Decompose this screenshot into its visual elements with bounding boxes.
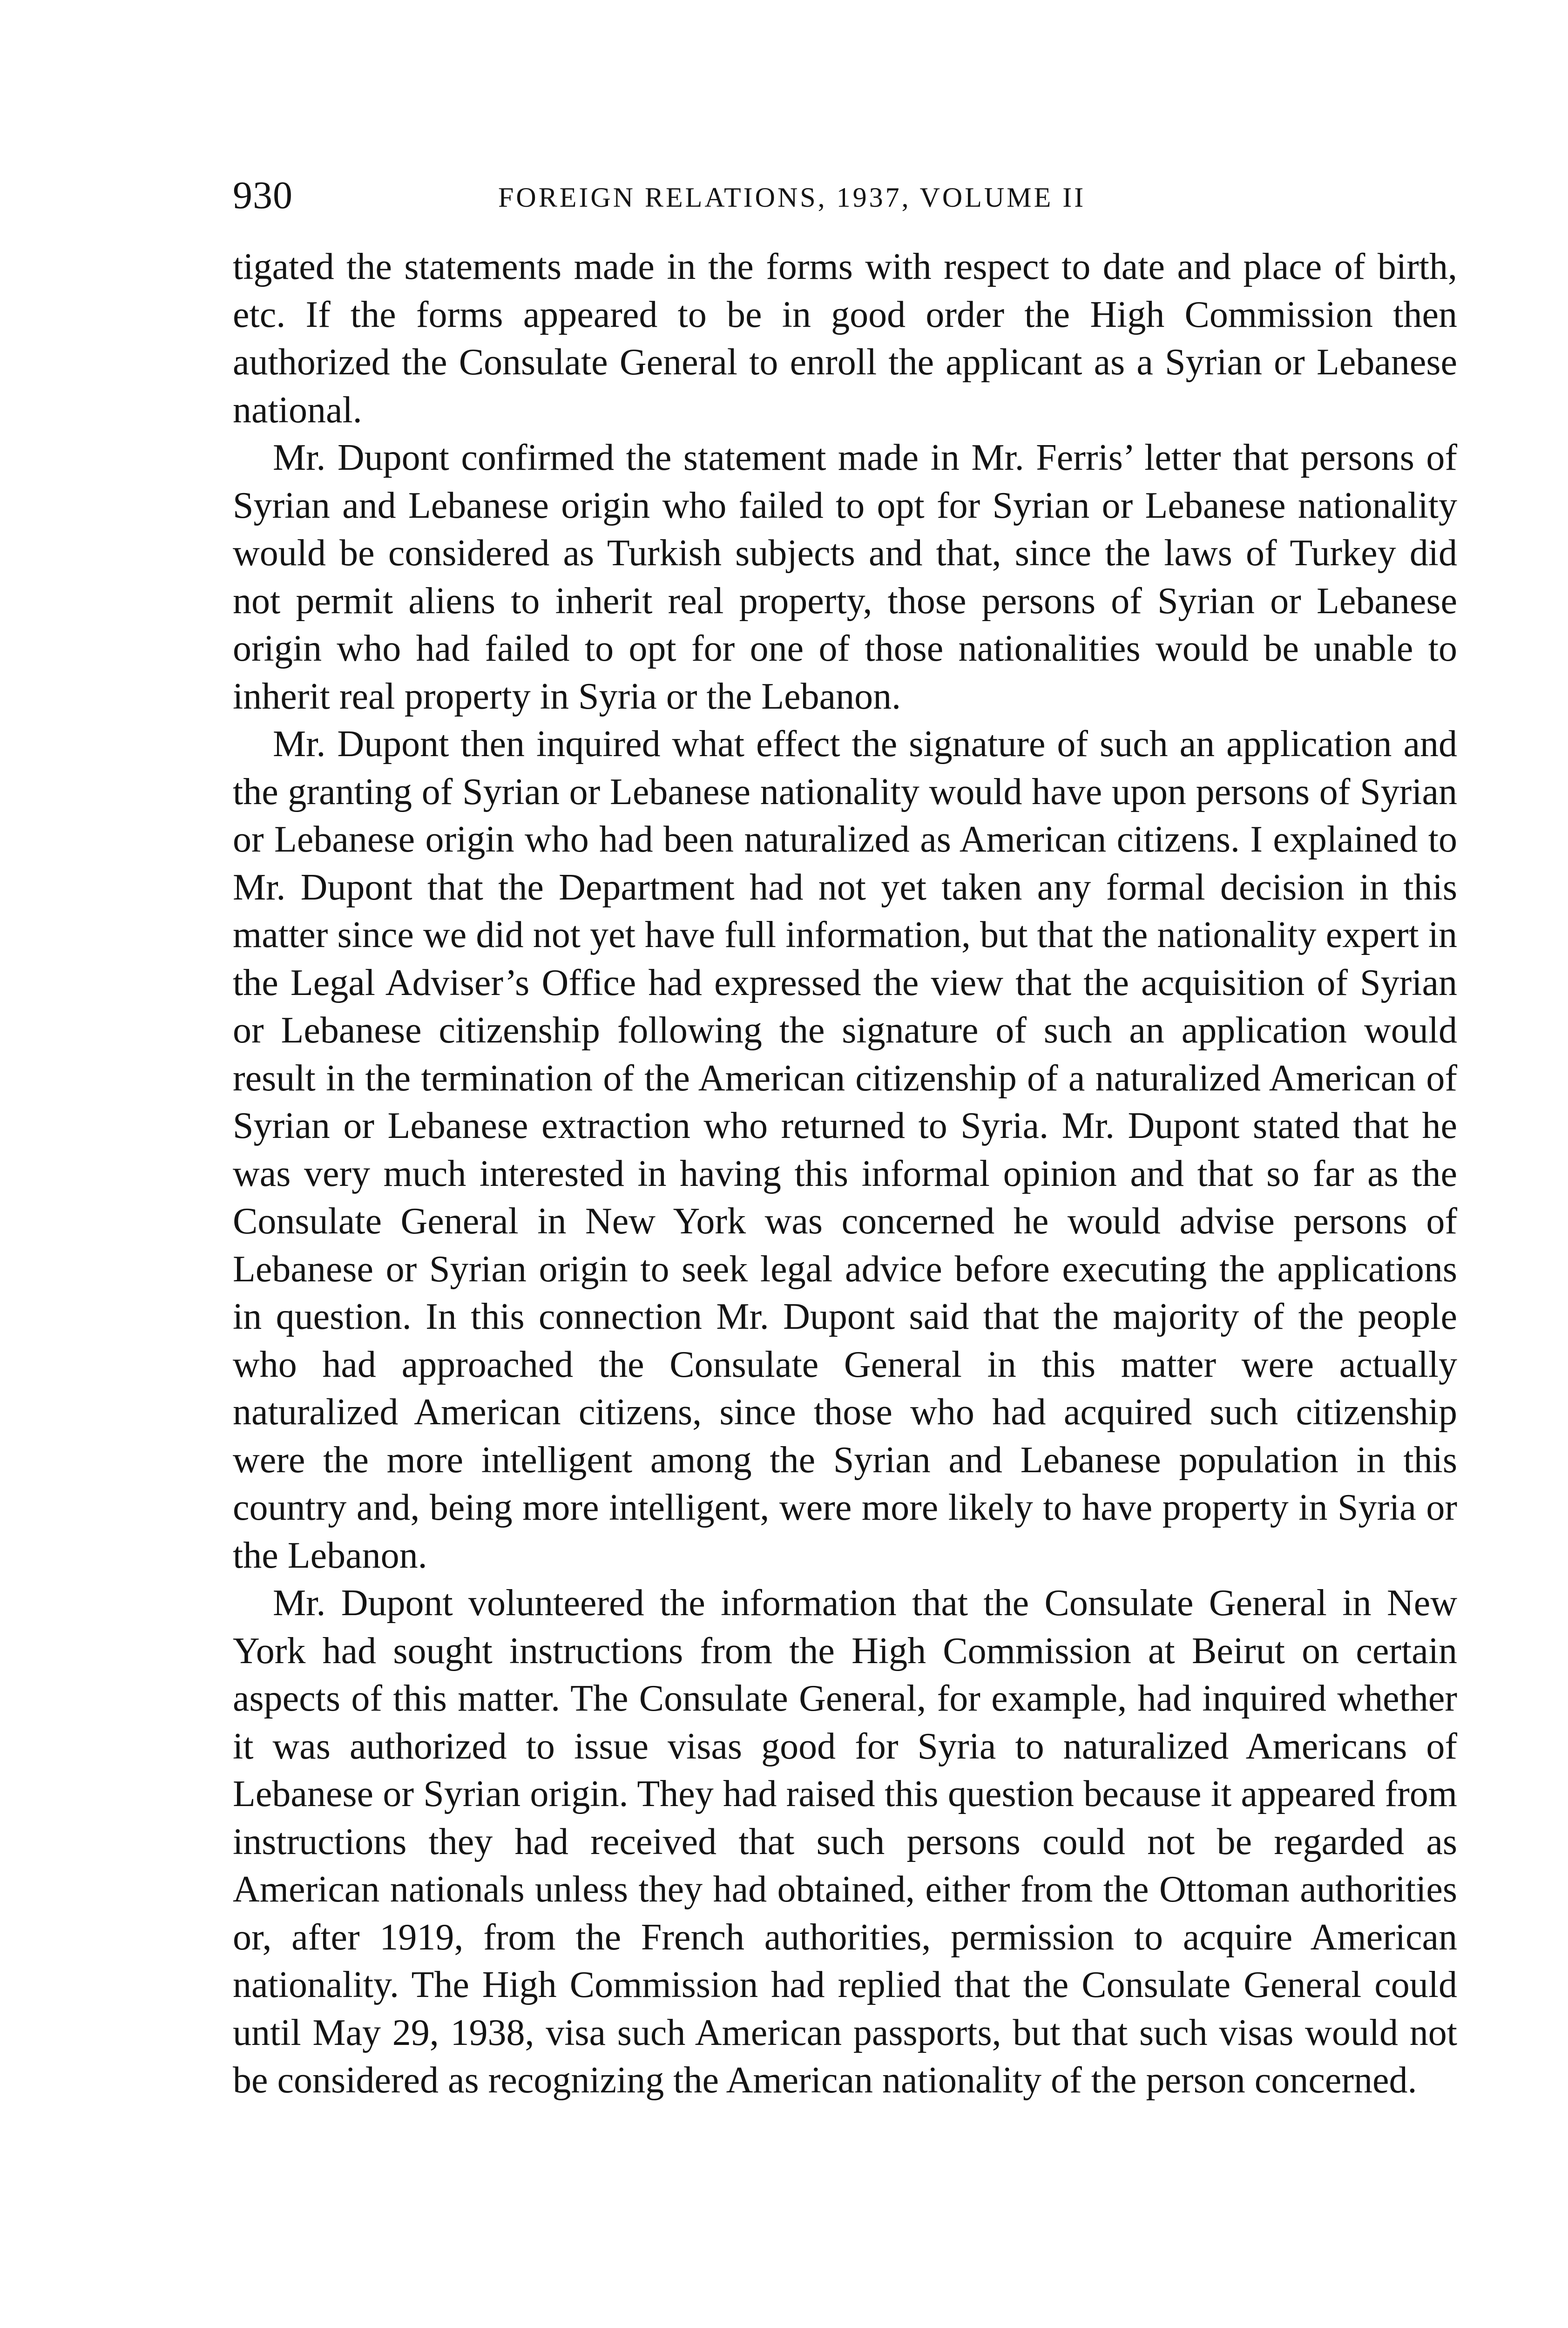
- page-number: 930: [233, 174, 293, 217]
- body-text: [233, 243, 1457, 2105]
- paragraph: Mr. Dupont confirmed the statement made in Mr. Ferris’ letter that persons of Syrian and Lebanese origin who failed to opt for Syrian or Lebanese nationality would be considered as Turkish subjects and that, since the laws of Turkey did not permit aliens to inherit real property, those persons of Syrian or Lebanese origin who had failed to opt for one of those nationalities would be unable to inherit real property in Syria or the Lebanon.: [233, 437, 1457, 717]
- running-head: FOREIGN RELATIONS, 1937, VOLUME II: [498, 182, 1086, 213]
- paragraph: Mr. Dupont then inquired what effect the signature of such an application and the granting of Syrian or Lebanese nationality would have upon persons of Syrian or Lebanese origin who had been naturalized as American citizens. I explained to Mr. Dupont that the Department had not yet taken any formal decision in this matter since we did not yet have full information, but that the nationality expert in the Legal Adviser’s Office had expressed the view that the acquisition of Syrian or Lebanese citizenship following the signature of such an application would result in the termination of the American citizenship of a naturalized American of Syrian or Lebanese extraction who returned to Syria. Mr. Dupont stated that he was very much interested in having this informal opinion and that so far as the Consulate General in New York was concerned he would advise persons of Lebanese or Syrian origin to seek legal advice before executing the applications in question. In this connection Mr. Dupont said that the majority of the people who had approached the Consulate General in this matter were actually naturalized American citizens, since those who had acquired such citizenship were the more intelligent among the Syrian and Lebanese population in this country and, being more intelligent, were more likely to have property in Syria or the Lebanon.: [233, 724, 1457, 1576]
- page-header: [233, 172, 1457, 228]
- paragraph-continued: tigated the statements made in the forms with respect to date and place of birth, etc. If the forms appeared to be in good order the High Commission then authorized the Consulate General to enroll the applicant as a Syrian or Lebanese national.: [233, 246, 1457, 431]
- paragraph: Mr. Dupont volunteered the information that the Consulate General in New York had sought instructions from the High Commission at Beirut on certain aspects of this matter. The Consulate General, for example, had inquired whether it was authorized to issue visas good for Syria to naturalized Americans of Lebanese or Syrian origin. They had raised this question because it appeared from instructions they had received that such persons could not be regarded as American nationals unless they had obtained, either from the Ottoman authorities or, after 1919, from the French authorities, permission to acquire American nationality. The High Commission had replied that the Consulate General could until May 29, 1938, visa such American passports, but that such visas would not be considered as recognizing the American nationality of the person concerned.: [233, 1583, 1457, 2101]
